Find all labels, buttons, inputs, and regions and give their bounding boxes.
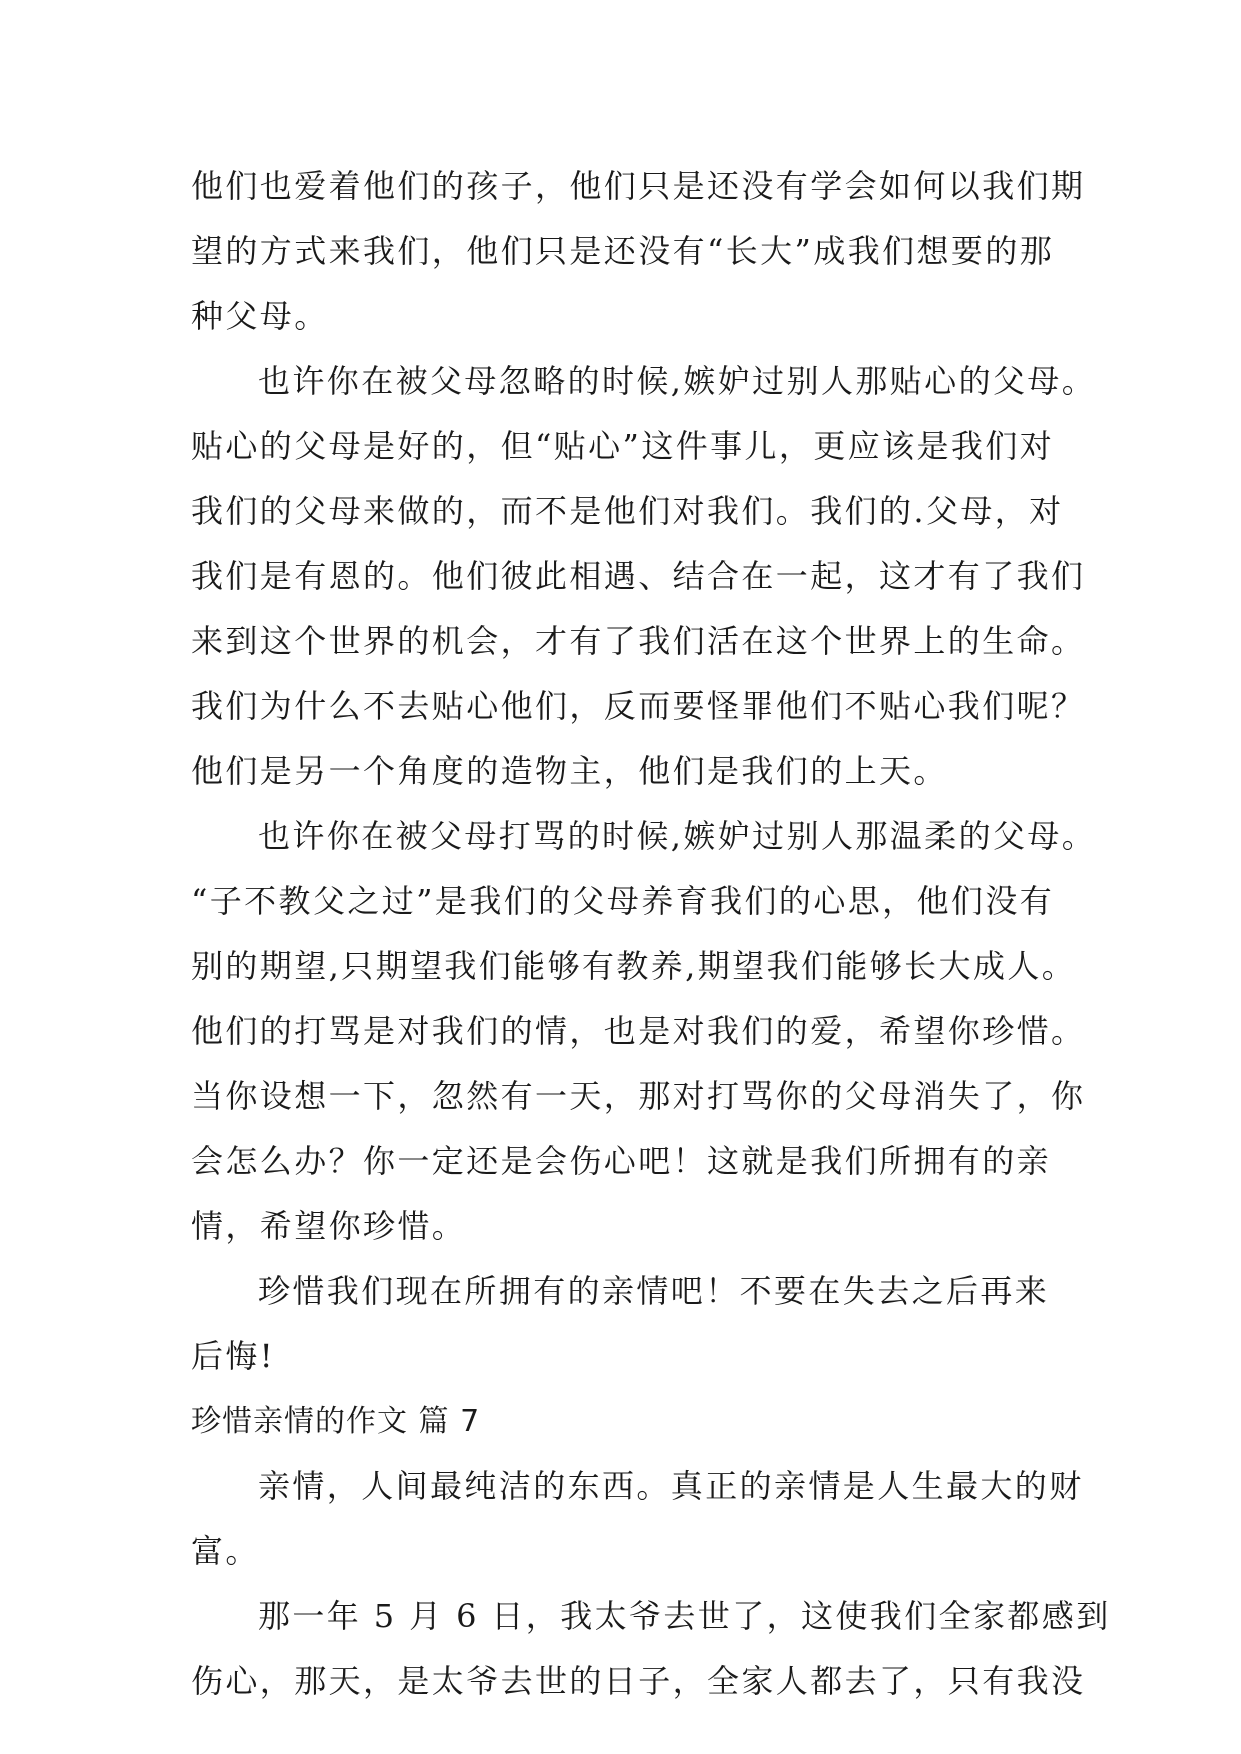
document-body bbox=[191, 154, 1111, 1714]
text-line: 他们也爱着他们的孩子，他们只是还没有学会如何以我们期 bbox=[191, 167, 1086, 205]
text-line: 也许你在被父母忽略的时候,嫉妒过别人那贴心的父母。 bbox=[258, 362, 1097, 400]
text-line: 我们为什么不去贴心他们，反而要怪罪他们不贴心我们呢？ bbox=[191, 687, 1086, 725]
text-line: 珍惜我们现在所拥有的亲情吧！不要在失去之后再来 bbox=[258, 1272, 1050, 1310]
text-line: 我们是有恩的。他们彼此相遇、结合在一起，这才有了我们 bbox=[191, 557, 1086, 595]
text-line: 富。 bbox=[191, 1532, 260, 1570]
text-line: 他们的打骂是对我们的情，也是对我们的爱，希望你珍惜。 bbox=[191, 1012, 1086, 1050]
text-line: 情，希望你珍惜。 bbox=[191, 1207, 467, 1245]
text-line: 种父母。 bbox=[191, 297, 329, 335]
section-heading: 珍惜亲情的作文 篇 7 bbox=[191, 1404, 481, 1439]
text-line: 别的期望,只期望我们能够有教养,期望我们能够长大成人。 bbox=[191, 947, 1077, 985]
text-line: 我们的父母来做的，而不是他们对我们。我们的.父母，对 bbox=[191, 492, 1064, 530]
text-line: 望的方式来我们，他们只是还没有“长大”成我们想要的那 bbox=[191, 232, 1055, 270]
text-line: 会怎么办？你一定还是会伤心吧！这就是我们所拥有的亲 bbox=[191, 1142, 1052, 1180]
text-line: “子不教父之过”是我们的父母养育我们的心思，他们没有 bbox=[191, 882, 1055, 920]
text-line: 亲情，人间最纯洁的东西。真正的亲情是人生最大的财 bbox=[258, 1467, 1084, 1505]
text-line: 伤心，那天，是太爷去世的日子，全家人都去了，只有我没 bbox=[191, 1662, 1086, 1700]
text-line: 来到这个世界的机会，才有了我们活在这个世界上的生命。 bbox=[191, 622, 1086, 660]
text-line: 他们是另一个角度的造物主，他们是我们的上天。 bbox=[191, 752, 948, 790]
text-line: 后悔! bbox=[191, 1337, 276, 1375]
text-line: 当你设想一下，忽然有一天，那对打骂你的父母消失了，你 bbox=[191, 1077, 1086, 1115]
text-line: 那一年 5 月 6 日，我太爷去世了，这使我们全家都感到 bbox=[258, 1597, 1111, 1635]
text-line: 贴心的父母是好的，但“贴心”这件事儿，更应该是我们对 bbox=[191, 427, 1055, 465]
text-line: 也许你在被父母打骂的时候,嫉妒过别人那温柔的父母。 bbox=[258, 817, 1097, 855]
